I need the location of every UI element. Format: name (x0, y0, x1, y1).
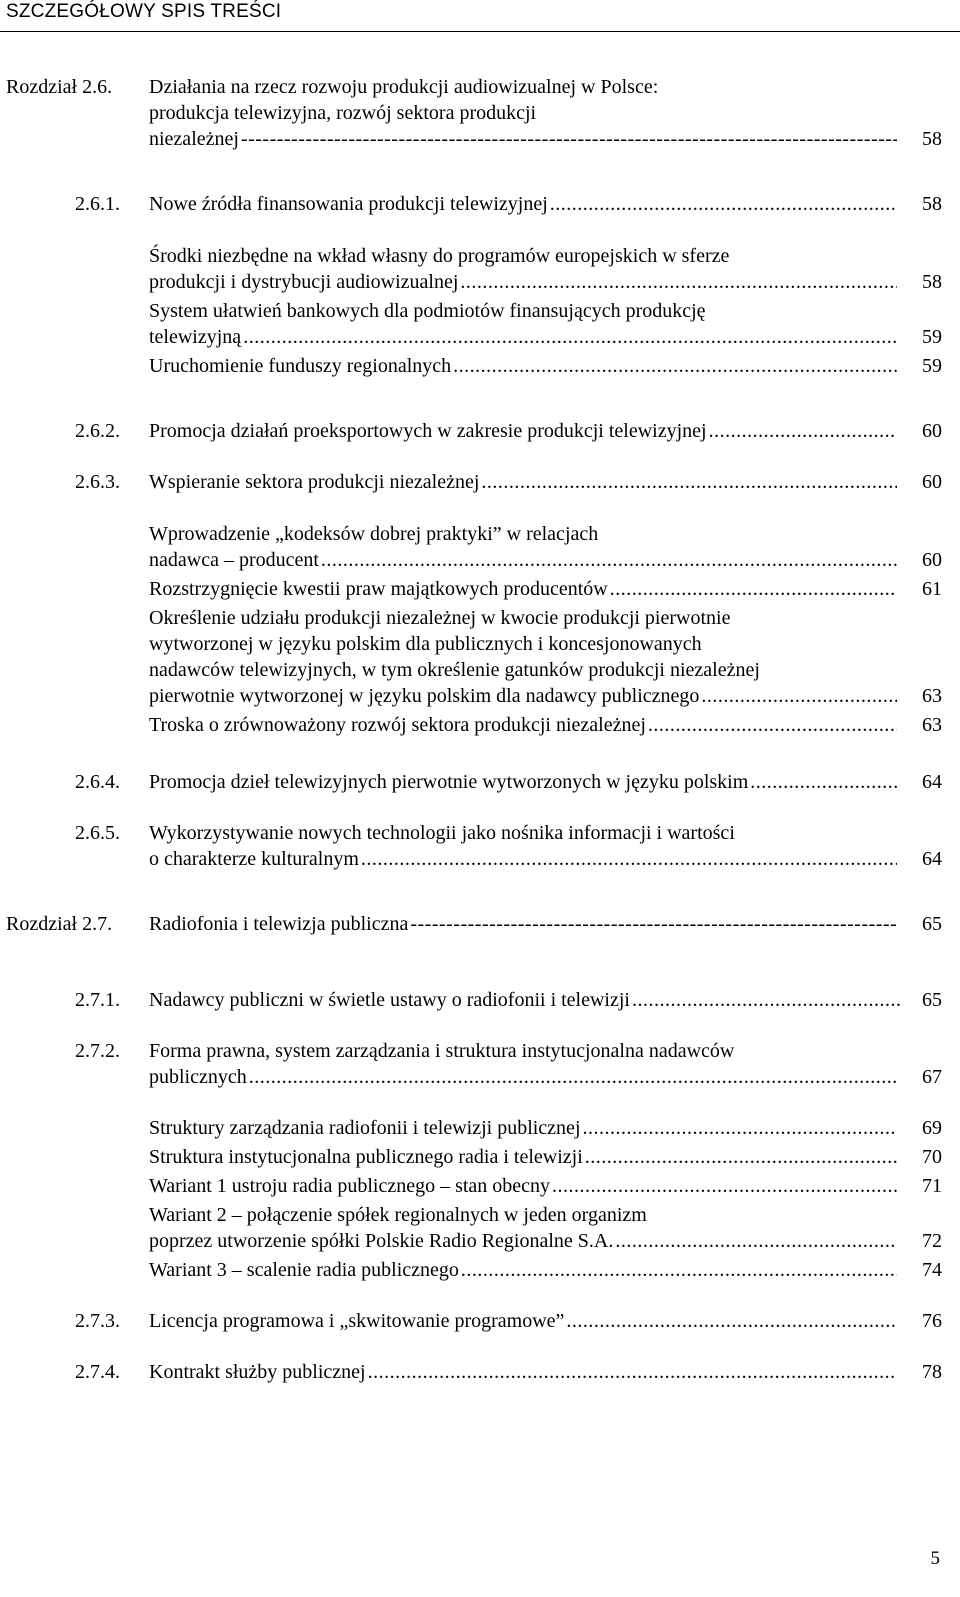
page-header (0, 0, 960, 32)
toc-title-line: Działania na rzecz rozwoju produkcji audiowizualnej w Polsce: (149, 76, 659, 98)
toc-number: 2.7.1. (75, 989, 120, 1011)
dot-leader (750, 771, 897, 794)
toc-page-number: 59 (922, 355, 942, 377)
toc-title: Radiofonia i telewizja publiczna (149, 913, 409, 935)
dot-leader (249, 1066, 897, 1089)
toc-page-number: 60 (922, 549, 942, 571)
toc-title: Uruchomienie funduszy regionalnych (149, 355, 452, 377)
toc-page-number: 72 (922, 1230, 942, 1252)
toc-title: Promocja dzieł telewizyjnych pierwotnie wytworzonych w języku polskim (149, 771, 749, 793)
toc-page-number: 67 (922, 1066, 942, 1088)
toc-title: Licencja programowa i „skwitowanie programowe” (149, 1310, 565, 1332)
dot-leader (615, 1230, 897, 1253)
toc-page-number: 71 (922, 1175, 942, 1197)
dot-leader (481, 471, 897, 494)
toc-title: Wspieranie sektora produkcji niezależnej (149, 471, 480, 493)
toc-title: Wariant 3 – scalenie radia publicznego (149, 1259, 459, 1281)
toc-leader-row (149, 771, 897, 794)
toc-page-number: 58 (922, 128, 942, 150)
toc-title-line: System ułatwień bankowych dla podmiotów finansujących produkcję (149, 300, 706, 322)
toc-page-number: 61 (922, 578, 942, 600)
toc-title-line: Forma prawna, system zarządzania i struktura instytucjonalna nadawców (149, 1040, 735, 1062)
toc-number: 2.6.1. (75, 193, 120, 215)
toc-leader-row (149, 913, 897, 936)
toc-title: Promocja działań proeksportowych w zakresie produkcji telewizyjnej (149, 420, 707, 442)
toc-title: Wariant 1 ustroju radia publicznego – stan obecny (149, 1175, 551, 1197)
dot-leader (701, 685, 897, 708)
dot-leader (243, 326, 897, 349)
toc-title-line: pierwotnie wytworzonej w języku polskim dla nadawcy publicznego (149, 685, 700, 707)
toc-page-number: 63 (922, 685, 942, 707)
toc-leader-row (149, 1230, 897, 1253)
toc-leader-row (149, 989, 903, 1012)
toc-title-line: nadawca – producent (149, 549, 319, 571)
toc-page-number: 60 (922, 471, 942, 493)
toc-page-number: 64 (922, 771, 942, 793)
document-title: SZCZEGÓŁOWY SPIS TREŚCI (6, 1, 282, 22)
dot-leader (566, 1310, 897, 1333)
toc-leader-row (149, 1066, 897, 1089)
toc-page-number: 65 (922, 913, 942, 935)
toc-leader-row (149, 1259, 897, 1282)
toc-leader-row (149, 271, 897, 294)
toc-number: 2.6.3. (75, 471, 120, 493)
toc-title: Nadawcy publiczni w świetle ustawy o radiofonii i telewizji (149, 989, 630, 1011)
toc-page-number: 69 (922, 1117, 942, 1139)
page-number: 5 (930, 1548, 940, 1569)
toc-title: Struktury zarządzania radiofonii i telewizji publicznej (149, 1117, 581, 1139)
toc-number: 2.7.3. (75, 1310, 120, 1332)
toc-title-line: produkcji i dystrybucji audiowizualnej (149, 271, 459, 293)
toc-page-number: 76 (922, 1310, 942, 1332)
toc-leader-row (149, 420, 897, 443)
dot-leader (552, 1175, 897, 1198)
toc-title-line: Środki niezbędne na wkład własny do programów europejskich w sferze (149, 245, 730, 267)
toc-leader-row (149, 1361, 897, 1384)
dot-leader (321, 549, 897, 572)
toc-title-line: wytworzonej w języku polskim dla publicznych i koncesjonowanych (149, 633, 702, 655)
dot-leader (648, 714, 897, 737)
toc-leader-row (149, 1310, 897, 1333)
toc-leader-row (149, 471, 897, 494)
dot-leader (460, 271, 897, 294)
dash-leader (241, 128, 897, 151)
toc-leader-row (149, 549, 897, 572)
toc-title-line: Określenie udziału produkcji niezależnej w kwocie produkcji pierwotnie (149, 607, 731, 629)
toc-leader-row (149, 1146, 897, 1169)
dot-leader (461, 1259, 897, 1282)
toc-number: 2.6.2. (75, 420, 120, 442)
toc-leader-row (149, 848, 897, 871)
toc-title-line: produkcja telewizyjna, rozwój sektora produkcji (149, 102, 537, 124)
dot-leader (550, 193, 897, 216)
toc-leader-row (149, 714, 897, 737)
toc-title-line: Wprowadzenie „kodeksów dobrej praktyki” w relacjach (149, 523, 599, 545)
toc-title: Nowe źródła finansowania produkcji telewizyjnej (149, 193, 548, 215)
toc-page-number: 70 (922, 1146, 942, 1168)
toc-leader-row (149, 355, 897, 378)
toc-title-line: nadawców telewizyjnych, w tym określenie gatunków produkcji niezależnej (149, 659, 760, 681)
dot-leader (632, 989, 903, 1012)
toc-title-line: telewizyjną (149, 326, 242, 348)
toc-leader-row (149, 578, 897, 601)
toc-title: Troska o zrównoważony rozwój sektora produkcji niezależnej (149, 714, 646, 736)
toc-title-line: Wariant 2 – połączenie spółek regionalnych w jeden organizm (149, 1204, 647, 1226)
toc-number: 2.7.2. (75, 1040, 120, 1062)
toc-leader-row (149, 128, 897, 151)
toc-title-line: o charakterze kulturalnym (149, 848, 359, 870)
dot-leader (610, 578, 897, 601)
dot-leader (583, 1117, 898, 1140)
toc-page-number: 63 (922, 714, 942, 736)
toc-title-line: publicznych (149, 1066, 247, 1088)
toc-page-number: 58 (922, 271, 942, 293)
toc-leader-row (149, 1117, 897, 1140)
dot-leader (709, 420, 897, 443)
toc-leader-row (149, 326, 897, 349)
toc-leader-row (149, 1175, 897, 1198)
toc-title: Rozstrzygnięcie kwestii praw majątkowych producentów (149, 578, 608, 600)
toc-title: Struktura instytucjonalna publicznego radia i telewizji (149, 1146, 583, 1168)
toc-page-number: 65 (922, 989, 942, 1011)
dot-leader (368, 1361, 897, 1384)
toc-page-number: 59 (922, 326, 942, 348)
toc-title: Kontrakt służby publicznej (149, 1361, 366, 1383)
toc-leader-row (149, 193, 897, 216)
toc-number: 2.7.4. (75, 1361, 120, 1383)
toc-number: 2.6.4. (75, 771, 120, 793)
toc-page-number: 78 (922, 1361, 942, 1383)
toc-page-number: 58 (922, 193, 942, 215)
dot-leader (361, 848, 897, 871)
toc-title-line: poprzez utworzenie spółki Polskie Radio Regionalne S.A. (149, 1230, 614, 1252)
toc-page-number: 74 (922, 1259, 942, 1281)
toc-page-number: 60 (922, 420, 942, 442)
dash-leader (410, 913, 897, 936)
dot-leader (585, 1146, 897, 1169)
toc-title-line: niezależnej (149, 128, 239, 150)
toc-number: Rozdział 2.6. (6, 76, 113, 98)
toc-number: Rozdział 2.7. (6, 913, 113, 935)
dot-leader (453, 355, 897, 378)
toc-leader-row (149, 685, 897, 708)
toc-page-number: 64 (922, 848, 942, 870)
toc-number: 2.6.5. (75, 822, 120, 844)
toc-title-line: Wykorzystywanie nowych technologii jako nośnika informacji i wartości (149, 822, 735, 844)
